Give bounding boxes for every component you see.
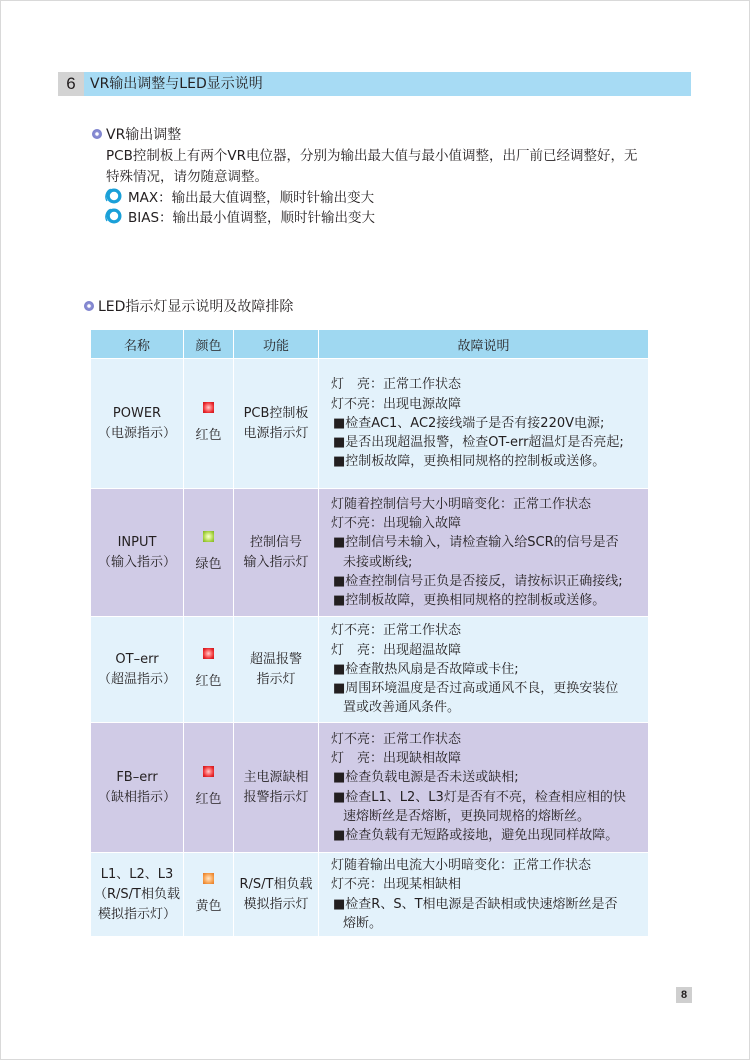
fault-line: ■检查L1、L2、L3灯是否有不亮，检查相应相的快	[333, 789, 626, 805]
fault-line: ■控制板故障，更换相同规格的控制板或送修。	[333, 592, 606, 608]
fault-line: 灯 亮：正常工作状态	[331, 377, 462, 393]
page-number: 8	[676, 987, 692, 1003]
green-led-icon	[203, 531, 214, 542]
led-function-line: 超温报警	[249, 651, 302, 667]
led-name-sub: （缺相指示）	[97, 789, 176, 805]
led-function-line: 报警指示灯	[243, 789, 309, 805]
led-function-line: PCB控制板	[243, 405, 309, 421]
led-name-sub: （电源指示）	[97, 425, 176, 441]
fault-description-cell	[319, 489, 649, 617]
vr-item-bias	[104, 206, 375, 226]
led-color-label: 绿色	[195, 556, 222, 572]
fault-line: 置或改善通风条件。	[343, 700, 461, 716]
yellow-led-icon	[203, 873, 214, 884]
led-heading	[84, 296, 293, 316]
vr-item-bias-text: BIAS：输出最小值调整，顺时针输出变大	[128, 210, 376, 226]
led-color-cell	[184, 489, 234, 617]
red-led-icon	[203, 766, 214, 777]
led-name-sub: （R/S/T相负载	[94, 886, 180, 902]
led-name-sub: 模拟指示灯）	[97, 906, 176, 922]
led-function-line: 主电源缺相	[243, 769, 309, 785]
vr-heading	[92, 124, 181, 144]
fault-line: 灯不亮：出现输入故障	[331, 516, 462, 532]
table-row-ot-err	[91, 617, 649, 723]
fault-line: ■控制板故障，更换相同规格的控制板或送修。	[333, 454, 606, 470]
red-led-icon	[203, 648, 214, 659]
fault-line: 灯随着输出电流大小明暗变化：正常工作状态	[331, 858, 592, 874]
section-number: 6	[58, 72, 84, 96]
fault-line: ■检查AC1、AC2接线端子是否有接220V电源;	[333, 415, 605, 431]
led-name: POWER	[112, 405, 162, 421]
fault-line: 熔断。	[343, 915, 383, 931]
red-led-icon	[203, 402, 214, 413]
led-function-line: 指示灯	[256, 671, 296, 687]
fault-line: 灯不亮：出现电源故障	[331, 396, 462, 412]
led-name-sub: （输入指示）	[97, 554, 176, 570]
knob-icon	[104, 187, 124, 205]
led-function-line: 电源指示灯	[243, 425, 309, 441]
led-name-cell	[91, 853, 184, 937]
led-name: OT–err	[115, 651, 159, 667]
led-function-cell	[234, 489, 319, 617]
fault-description-cell	[319, 853, 649, 937]
vr-paragraph	[106, 146, 661, 188]
vr-item-max-text: MAX：输出最大值调整，顺时针输出变大	[128, 190, 375, 206]
section-header	[58, 72, 691, 96]
fault-description-cell	[319, 617, 649, 723]
fault-description-cell	[319, 359, 649, 489]
led-name-cell	[91, 617, 184, 723]
table-row-l1-l2-l3	[91, 853, 649, 937]
led-name-cell	[91, 489, 184, 617]
column-header-function: 功能	[234, 330, 319, 359]
table-row-fb-err	[91, 723, 649, 853]
led-name: FB–err	[116, 769, 158, 785]
fault-line: 灯 亮：出现超温故障	[331, 642, 462, 658]
fault-line: 灯 亮：出现缺相故障	[331, 751, 462, 767]
led-function-cell	[234, 723, 319, 853]
fault-line: ■检查负载有无短路或接地，避免出现同样故障。	[333, 827, 619, 843]
fault-line: 灯随着控制信号大小明暗变化：正常工作状态	[331, 496, 592, 512]
led-function-cell	[234, 617, 319, 723]
led-color-cell	[184, 723, 234, 853]
led-color-cell	[184, 617, 234, 723]
led-color-label: 红色	[195, 673, 222, 689]
fault-line: 未接或断线;	[343, 554, 413, 570]
fault-line: ■检查R、S、T相电源是否缺相或快速熔断丝是否	[333, 896, 618, 912]
led-function-cell	[234, 853, 319, 937]
led-name: L1、L2、L3	[100, 866, 174, 882]
vr-item-max	[104, 186, 374, 206]
led-function-cell	[234, 359, 319, 489]
knob-icon	[104, 207, 124, 225]
table-row-power	[91, 359, 649, 489]
fault-line: 灯不亮：出现某相缺相	[331, 877, 462, 893]
led-function-line: 模拟指示灯	[243, 896, 309, 912]
fault-line: ■是否出现超温报警，检查OT-err超温灯是否亮起;	[333, 435, 624, 451]
section-title: VR输出调整与LED显示说明	[84, 72, 691, 96]
bullet-icon	[84, 301, 94, 311]
led-function-line: R/S/T相负载	[239, 876, 313, 892]
table-header-row	[91, 330, 649, 359]
column-header-fault: 故障说明	[319, 330, 649, 359]
led-name-sub: （超温指示）	[97, 671, 176, 687]
led-color-label: 红色	[195, 791, 222, 807]
fault-description-cell	[319, 723, 649, 853]
fault-line: 速熔断丝是否熔断，更换同规格的熔断丝。	[343, 808, 591, 824]
led-heading-text: LED指示灯显示说明及故障排除	[98, 299, 294, 315]
fault-line: 灯不亮：正常工作状态	[331, 623, 462, 639]
fault-line: ■周围环境温度是否过高或通风不良，更换安装位	[333, 681, 619, 697]
vr-paragraph-line: 特殊情况，请勿随意调整。	[106, 169, 268, 185]
fault-line: ■检查散热风扇是否故障或卡住;	[333, 661, 519, 677]
led-name-cell	[91, 723, 184, 853]
fault-line: 灯不亮：正常工作状态	[331, 731, 462, 747]
led-name-cell	[91, 359, 184, 489]
led-name: INPUT	[117, 534, 157, 550]
column-header-name: 名称	[91, 330, 184, 359]
led-color-label: 红色	[195, 427, 222, 443]
column-header-color: 颜色	[184, 330, 234, 359]
led-table	[90, 329, 649, 937]
led-color-cell	[184, 359, 234, 489]
led-function-line: 控制信号	[249, 534, 302, 550]
table-row-input	[91, 489, 649, 617]
fault-line: ■检查控制信号正负是否接反，请按标识正确接线;	[333, 573, 623, 589]
bullet-icon	[92, 129, 102, 139]
led-color-cell	[184, 853, 234, 937]
fault-line: ■检查负载电源是否未送或缺相;	[333, 770, 519, 786]
fault-line: ■控制信号未输入，请检查输入给SCR的信号是否	[333, 535, 619, 551]
vr-paragraph-line: PCB控制板上有两个VR电位器，分别为输出最大值与最小值调整，出厂前已经调整好，无	[106, 148, 638, 164]
vr-heading-text: VR输出调整	[106, 127, 182, 143]
led-function-line: 输入指示灯	[243, 554, 309, 570]
led-color-label: 黄色	[195, 898, 222, 914]
